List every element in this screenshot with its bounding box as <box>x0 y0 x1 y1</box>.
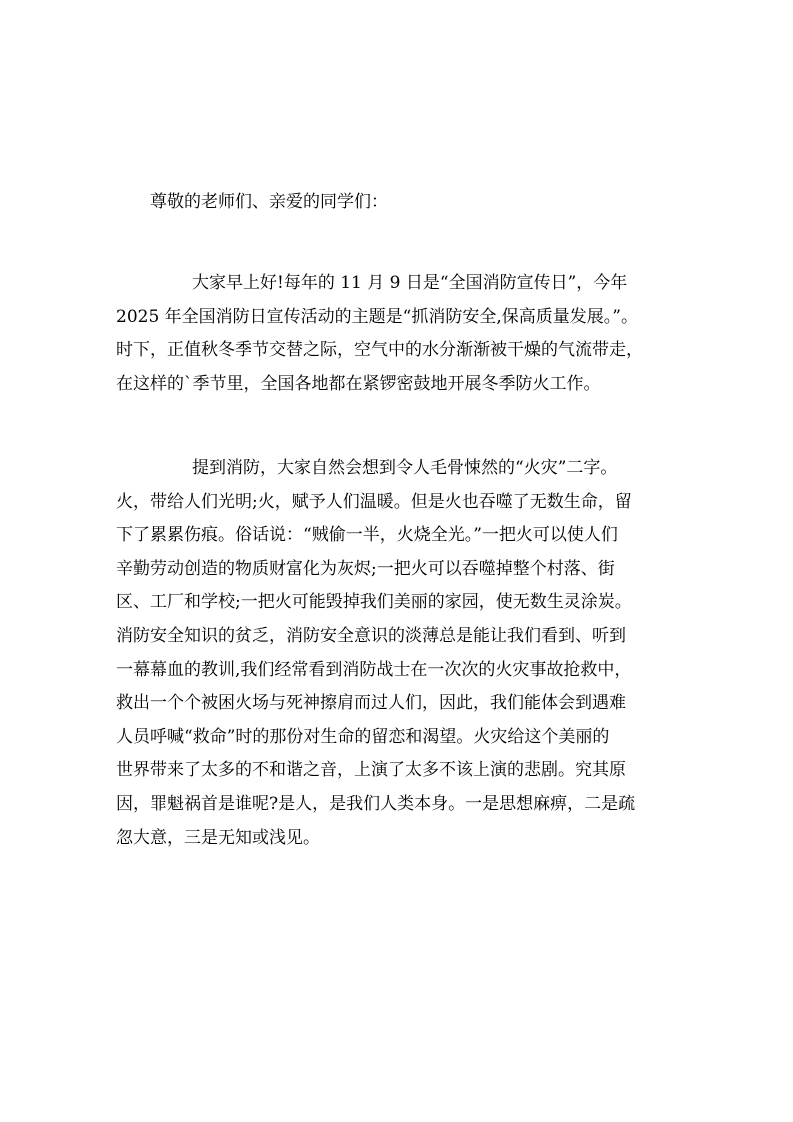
paragraph-line: 提到消防，大家自然会想到令人毛骨悚然的“火灾”二字。 <box>192 458 618 478</box>
paragraph-line: 一幕幕血的教训,我们经常看到消防战士在一次次的火灾事故抢救中， <box>116 659 632 680</box>
paragraph-line: 火，带给人们光明;火，赋予人们温暖。但是火也吞噬了无数生命，留 <box>116 491 632 512</box>
paragraph-line: 2025 年全国消防日宣传活动的主题是“抓消防安全,保高质量发展。”。 <box>116 306 638 327</box>
paragraph-line: 消防安全知识的贫乏，消防安全意识的淡薄总是能让我们看到、听到 <box>116 625 626 646</box>
paragraph-line: 救出一个个被困火场与死神擦肩而过人们，因此，我们能体会到遇难 <box>116 693 626 714</box>
paragraph-line: 在这样的`季节里，全国各地都在紧锣密鼓地开展冬季防火工作。 <box>116 373 601 394</box>
paragraph-line: 忽大意，三是无知或浅见。 <box>116 827 320 848</box>
paragraph-line: 世界带来了太多的不和谐之音，上演了太多不该上演的悲剧。究其原 <box>116 760 626 781</box>
paragraph-line: 区、工厂和学校;一把火可能毁掉我们美丽的家园，使无数生灵涂炭。 <box>116 592 632 613</box>
paragraph-line: 辛勤劳动创造的物质财富化为灰烬;一把火可以吞噬掉整个村落、街 <box>116 558 615 579</box>
paragraph-line: 大家早上好!每年的 11 月 9 日是“全国消防宣传日”，今年 <box>192 273 628 293</box>
paragraph-1 <box>116 267 686 401</box>
paragraph-line: 时下，正值秋冬季节交替之际，空气中的水分渐渐被干燥的气流带走， <box>116 340 643 361</box>
paragraph-line: 因，罪魁祸首是谁呢?是人，是我们人类本身。一是思想麻痹，二是疏 <box>116 793 636 814</box>
paragraph-2 <box>116 452 686 855</box>
paragraph-line: 下了累累伤痕。俗话说：“贼偷一半，火烧全光。”一把火可以使人们 <box>116 525 618 546</box>
paragraph-line: 人员呼喊“救命”时的那份对生命的留恋和渴望。火灾给这个美丽的 <box>116 726 610 747</box>
salutation: 尊敬的老师们、亲爱的同学们： <box>150 192 388 212</box>
